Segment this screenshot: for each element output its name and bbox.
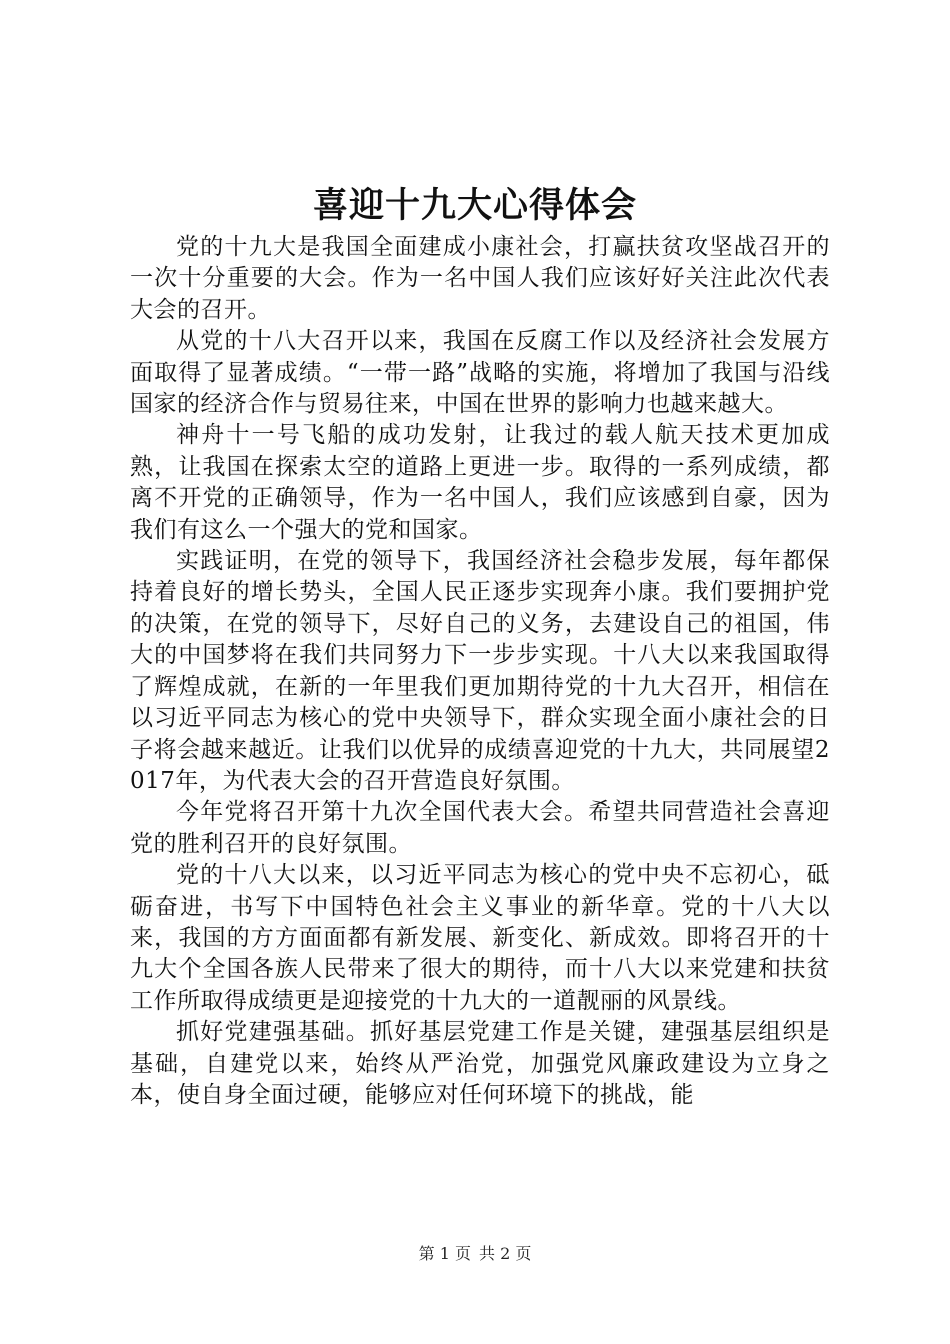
page-footer: [0, 1244, 950, 1264]
paragraph-2: 从党的十八大召开以来，我国在反腐工作以及经济社会发展方面取得了显著成绩。“一带一路”战略的实施，将增加了我国与沿线国家的经济合作与贸易往来，中国在世界的影响力也越来越大。: [130, 328, 830, 418]
document-body: [130, 232, 830, 1192]
paragraph-5: 今年党将召开第十九次全国代表大会。希望共同营造社会喜迎党的胜利召开的良好氛围。: [130, 799, 830, 857]
paragraph-3: 神舟十一号飞船的成功发射，让我过的载人航天技术更加成熟，让我国在探索太空的道路上更进一步。取得的一系列成绩，都离不开党的正确领导，作为一名中国人，我们应该感到自豪，因为我们有这么一个强大的党和国家。: [130, 422, 830, 543]
paragraph-6: 党的十八大以来，以习近平同志为核心的党中央不忘初心，砥砺奋进，书写下中国特色社会主义事业的新华章。党的十八大以来，我国的方方面面都有新发展、新变化、新成效。即将召开的十九大个全国各族人民带来了很大的期待，而十八大以来党建和扶贫工作所取得成绩更是迎接党的十九大的一道靓丽的风景线。: [130, 862, 830, 1014]
page-total: 共 2 页: [479, 1244, 532, 1263]
paragraph-4: 实践证明，在党的领导下，我国经济社会稳步发展，每年都保持着良好的增长势头，全国人民正逐步实现奔小康。我们要拥护党的决策，在党的领导下，尽好自己的义务，去建设自己的祖国，伟大的中国梦将在我们共同努力下一步步实现。十八大以来我国取得了辉煌成就，在新的一年里我们更加期待党的十九大召开，相信在以习近平同志为核心的党中央领导下，群众实现全面小康社会的日子将会越来越近。让我们以优异的成绩喜迎党的十九大，共同展望2017年，为代表大会的召开营造良好氛围。: [130, 548, 830, 794]
paragraph-7: 抓好党建强基础。抓好基层党建工作是关键，建强基层组织是基础，自建党以来，始终从严治党，加强党风廉政建设为立身之本，使自身全面过硬，能够应对任何环境下的挑战，能: [130, 1019, 830, 1108]
paragraph-1: 党的十九大是我国全面建成小康社会，打赢扶贫攻坚战召开的一次十分重要的大会。作为一名中国人我们应该好好关注此次代表大会的召开。: [130, 234, 830, 323]
page-number: 第 1 页: [418, 1244, 471, 1263]
document-title: 喜迎十九大心得体会: [312, 185, 637, 226]
